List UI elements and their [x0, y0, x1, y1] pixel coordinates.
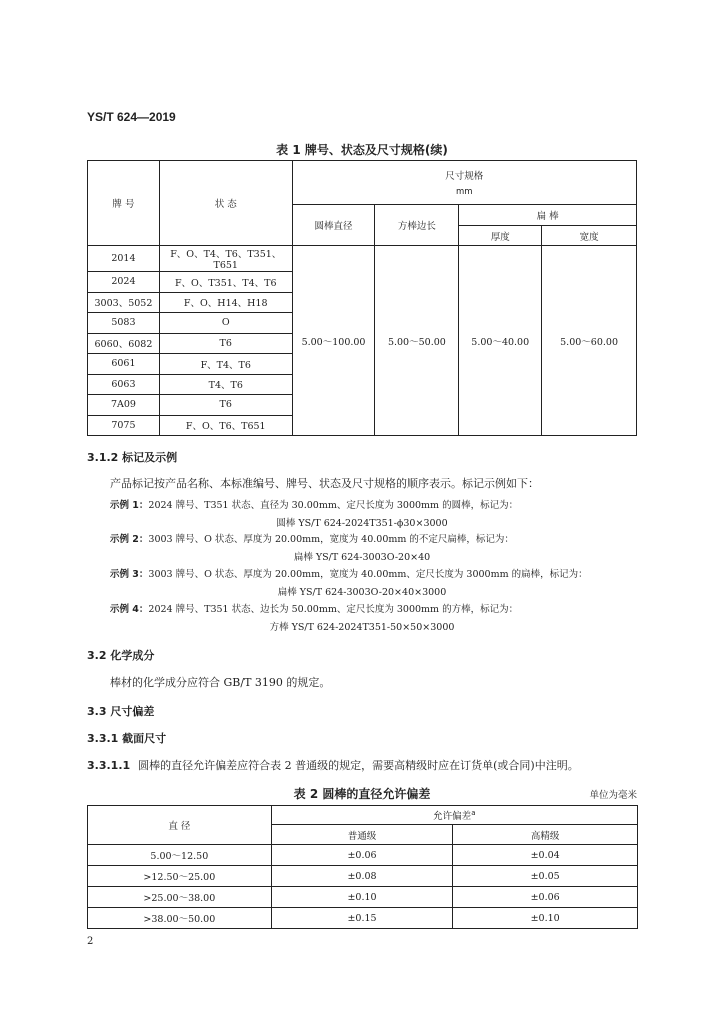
- example-label: 示例 1：: [110, 500, 149, 511]
- section-3-1-2-heading: 3.1.2 标记及示例: [87, 451, 178, 464]
- t1-temper-cell: T6: [159, 333, 292, 354]
- t1-header-square-side: 方棒边长: [375, 205, 459, 246]
- example-1-mark: 圆棒 YS/T 624-2024T351-ϕ30×3000: [276, 518, 448, 529]
- t1-header-width: 宽度: [542, 226, 637, 246]
- t2-normal-cell: ±0.06: [271, 845, 453, 866]
- example-label: 示例 2：: [110, 534, 149, 545]
- example-text: 2024 牌号、T351 状态、边长为 50.00mm、定尺长度为 3000mm 的方棒，标记为：: [148, 604, 519, 615]
- t2-header-high: 高精级: [453, 825, 638, 845]
- t1-header-size-spec: [292, 161, 636, 205]
- section-3-1-2-intro: 产品标记按产品名称、本标准编号、牌号、状态及尺寸规格的顺序表示。标记示例如下：: [110, 477, 539, 490]
- t1-temper-cell: T6: [159, 395, 292, 416]
- example-3-mark: 扁棒 YS/T 624-3003O-20×40×3000: [277, 587, 447, 598]
- table2-unit-note: 单位为毫米: [589, 790, 637, 801]
- example-text: 3003 牌号、O 状态、厚度为 20.00mm，宽度为 40.00mm 的不定尺扁棒，标记为：: [148, 534, 514, 545]
- t2-normal-cell: ±0.08: [271, 866, 453, 887]
- t1-temper-cell: T4、T6: [159, 374, 292, 395]
- t2-high-cell: ±0.05: [453, 866, 638, 887]
- t1-grade-cell: 6063: [88, 374, 160, 395]
- t2-high-cell: ±0.10: [453, 908, 638, 929]
- t1-grade-cell: 5083: [88, 313, 160, 334]
- t2-header-normal: 普通级: [271, 825, 453, 845]
- t1-temper-cell: F、O、T351、T4、T6: [159, 272, 292, 293]
- t1-grade-cell: 7075: [88, 415, 160, 436]
- example-text: 2024 牌号、T351 状态、直径为 30.00mm、定尺长度为 3000mm 的圆棒，标记为：: [148, 500, 519, 511]
- t1-grade-cell: 2014: [88, 246, 160, 272]
- t1-grade-cell: 7A09: [88, 395, 160, 416]
- t1-grade-cell: 2024: [88, 272, 160, 293]
- t1-temper-cell: F、O、T4、T6、T351、T651: [159, 246, 292, 272]
- t2-high-cell: ±0.06: [453, 887, 638, 908]
- t1-grade-cell: 6060、6082: [88, 333, 160, 354]
- t1-temper-cell: F、O、H14、H18: [159, 292, 292, 313]
- example-2-mark: 扁棒 YS/T 624-3003O-20×40: [293, 552, 431, 563]
- example-4-mark: 方棒 YS/T 624-2024T351-50×50×3000: [269, 622, 455, 633]
- t1-size-unit: mm: [456, 187, 473, 197]
- t2-high-cell: ±0.04: [453, 845, 638, 866]
- t1-range-thickness: 5.00～40.00: [459, 246, 542, 436]
- table1-caption: 表 1 牌号、状态及尺寸规格(续): [276, 143, 448, 157]
- t2-dia-cell: >12.50～25.00: [88, 866, 272, 887]
- section-3-3-heading: 3.3 尺寸偏差: [87, 705, 155, 718]
- section-3-2-heading: 3.2 化学成分: [87, 649, 155, 662]
- t1-temper-cell: O: [159, 313, 292, 334]
- example-label: 示例 4：: [110, 604, 149, 615]
- section-3-3-1-1-text: 圆棒的直径允许偏差应符合表 2 普通级的规定，需要高精级时应在订货单(或合同)中注明。: [138, 759, 579, 772]
- example-3: [110, 566, 588, 580]
- t1-header-thickness: 厚度: [459, 226, 542, 246]
- section-3-3-1-heading: 3.3.1 截面尺寸: [87, 732, 167, 745]
- t2-tolerance-footnote-mark: a: [471, 808, 476, 817]
- t2-normal-cell: ±0.10: [271, 887, 453, 908]
- document-code: YS/T 624—2019: [87, 110, 176, 124]
- section-3-3-1-1-number: 3.3.1.1: [87, 759, 131, 772]
- table2-caption: 表 2 圆棒的直径允许偏差: [293, 787, 431, 801]
- t1-grade-cell: 3003、5052: [88, 292, 160, 313]
- t2-dia-cell: >38.00～50.00: [88, 908, 272, 929]
- t2-normal-cell: ±0.15: [271, 908, 453, 929]
- t2-dia-cell: >25.00～38.00: [88, 887, 272, 908]
- t1-header-temper: 状 态: [159, 161, 292, 246]
- example-text: 3003 牌号、O 状态、厚度为 20.00mm，宽度为 40.00mm、定尺长度为 3000mm 的扁棒，标记为：: [148, 569, 588, 580]
- t1-grade-cell: 6061: [88, 354, 160, 375]
- t1-temper-cell: F、T4、T6: [159, 354, 292, 375]
- page-number: 2: [87, 936, 94, 947]
- t2-dia-cell: 5.00～12.50: [88, 845, 272, 866]
- example-2: [110, 531, 514, 545]
- section-3-2-text: 棒材的化学成分应符合 GB/T 3190 的规定。: [110, 676, 331, 689]
- t1-header-flat: 扁 棒: [459, 205, 637, 226]
- section-3-3-1-1: [87, 757, 579, 773]
- example-label: 示例 3：: [110, 569, 149, 580]
- t1-header-round-dia: 圆棒直径: [292, 205, 375, 246]
- t2-tolerance-label: 允许偏差: [433, 811, 472, 822]
- table2: [87, 805, 638, 929]
- t1-range-round-dia: 5.00～100.00: [292, 246, 375, 436]
- t1-size-spec-label: 尺寸规格: [445, 171, 484, 182]
- t1-temper-cell: F、O、T6、T651: [159, 415, 292, 436]
- t2-header-diameter: 直 径: [88, 806, 272, 845]
- t1-range-width: 5.00～60.00: [542, 246, 637, 436]
- example-1: [110, 497, 518, 511]
- t1-header-grade: 牌 号: [88, 161, 160, 246]
- table1: [87, 160, 637, 436]
- example-4: [110, 601, 518, 615]
- t2-header-tolerance: [271, 806, 637, 825]
- t1-range-square-side: 5.00～50.00: [375, 246, 459, 436]
